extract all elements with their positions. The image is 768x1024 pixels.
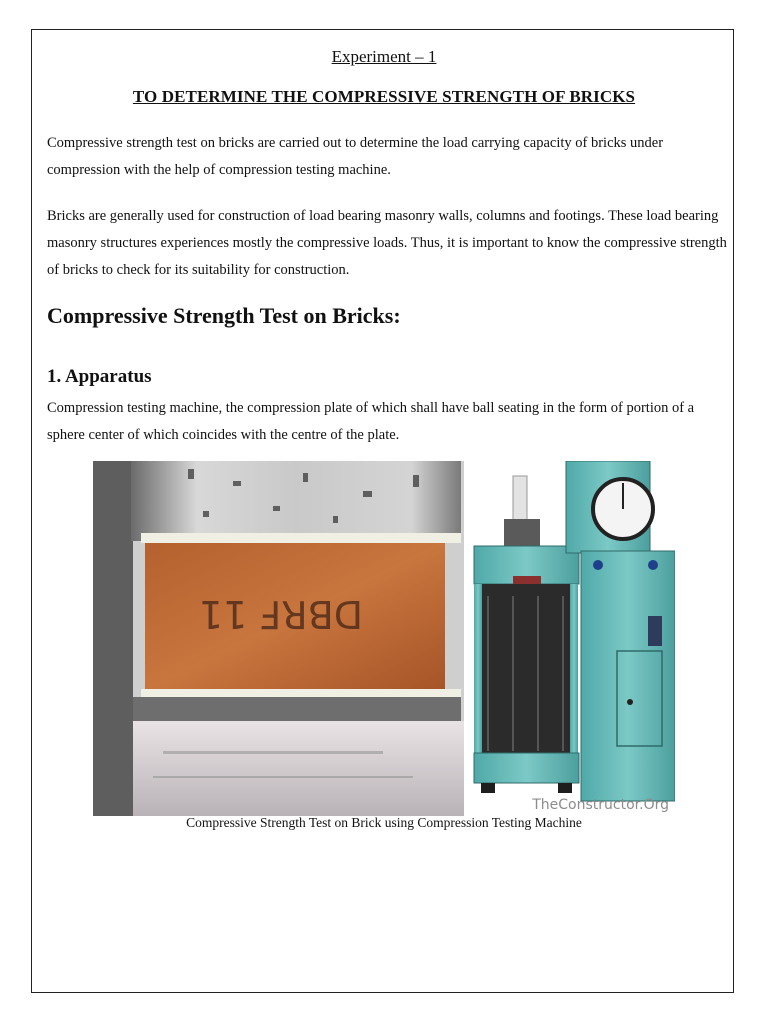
page-title: TO DETERMINE THE COMPRESSIVE STRENGTH OF BRICKS [132,87,636,106]
compression-test-figure [93,461,675,816]
watermark: TheConstructor.Org [532,797,669,813]
brick-marking: DBRF 11 [198,592,363,636]
compression-testing-machine-photo [464,461,675,816]
subsection-heading: 1. Apparatus [47,366,152,387]
background-paragraph: Bricks are generally used for construction of load bearing masonry walls, columns and footings. These load bearing masonry structures experiences mostly the compressive loads. Thus, it is important to know the compressive strength of bricks to check for its suitability for construction. [47,208,727,278]
section-heading: Compressive Strength Test on Bricks: [47,303,401,328]
apparatus-paragraph: Compression testing machine, the compression plate of which shall have ball seating in the form of portion of a sphere center of which coincides with the centre of the plate. [47,400,695,443]
brick-under-compression-photo [93,461,464,816]
intro-paragraph: Compressive strength test on bricks are carried out to determine the load carrying capacity of bricks under compression with the help of compression testing machine. [47,135,664,178]
figure-caption: Compressive Strength Test on Brick using Compression Testing Machine [186,815,582,830]
experiment-label: Experiment – 1 [331,47,437,66]
